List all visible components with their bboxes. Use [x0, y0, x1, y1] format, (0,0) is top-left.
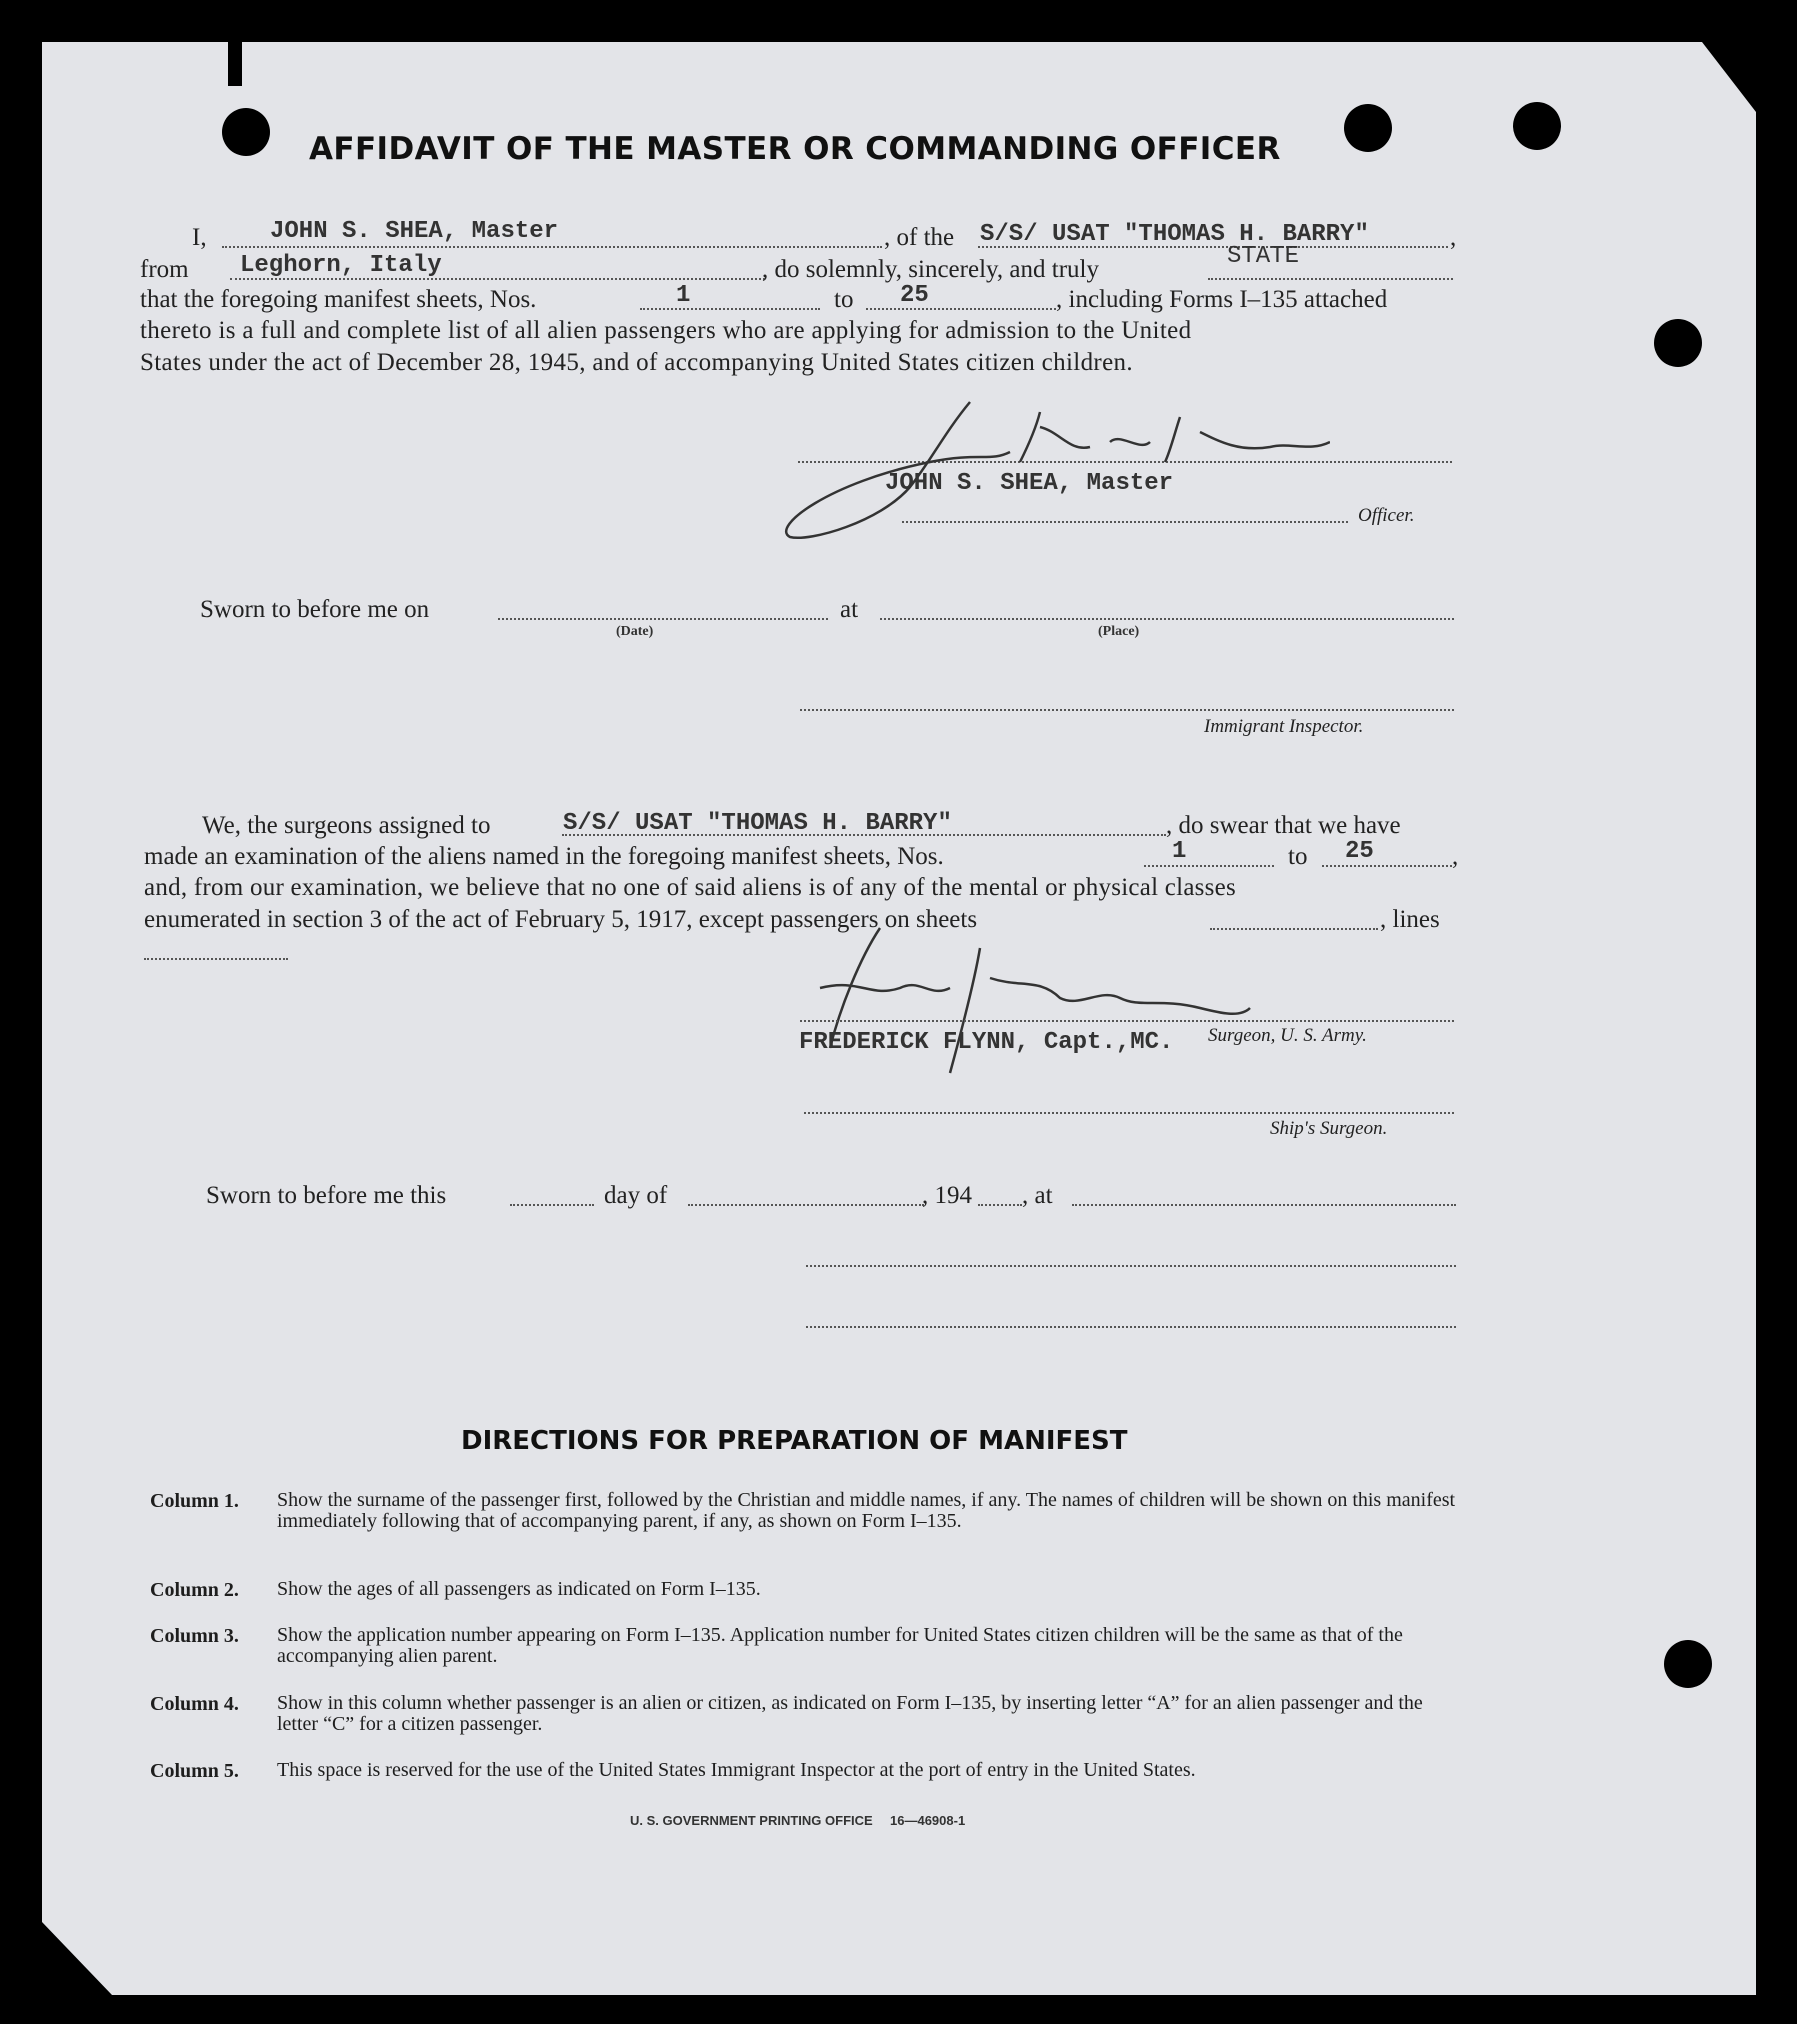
directions-title: DIRECTIONS FOR PREPARATION OF MANIFEST	[461, 1426, 1128, 1456]
direction-text: Show in this column whether passenger is an alien or citizen, as indicated on Form I–135, by inserting letter “A” for an alien passenger and the letter “C” for a citizen passenger.	[277, 1692, 1423, 1735]
port-name: Leghorn, Italy	[240, 252, 442, 279]
affidavit-text: ,	[1450, 224, 1457, 251]
sworn2-month-field	[688, 1204, 924, 1206]
sworn2-text: , 194	[922, 1182, 972, 1209]
affidavit-text: from	[140, 256, 189, 283]
direction-text: Show the application number appearing on Form I–135. Application number for United States citizen children will be the same as that of the accompanying alien parent.	[277, 1624, 1403, 1667]
lines-field	[144, 958, 288, 960]
punch-hole	[1513, 102, 1561, 150]
punch-hole	[222, 108, 270, 156]
sworn2-place-field	[1072, 1204, 1456, 1206]
sworn2-signature-line	[806, 1265, 1456, 1267]
affidavit-text: I,	[192, 224, 207, 251]
state-word: STATE	[1227, 243, 1300, 270]
surgeons-text: enumerated in section 3 of the act of February 5, 1917, except passengers on sheets	[144, 906, 978, 933]
ships-surgeon-label: Ship's Surgeon.	[1270, 1118, 1388, 1139]
sworn-place-field	[880, 618, 1454, 620]
nos-to: 25	[900, 282, 929, 309]
ship-name: S/S/ USAT "THOMAS H. BARRY"	[980, 221, 1369, 248]
sworn2-text: Sworn to before me this	[206, 1182, 447, 1209]
affidavit-text: to	[834, 286, 854, 313]
affidavit-text: States under the act of December 28, 1945, and of accompanying United States citizen children.	[140, 349, 1133, 376]
master-name: JOHN S. SHEA, Master	[270, 218, 559, 245]
sworn2-text: day of	[604, 1182, 668, 1209]
sworn-text: at	[840, 596, 859, 623]
nos-from: 1	[676, 282, 691, 309]
direction-label: Column 2.	[150, 1579, 239, 1601]
direction-label: Column 3.	[150, 1625, 239, 1647]
surgeons-text: , do swear that we have	[1166, 812, 1401, 839]
sworn-date-field	[498, 618, 828, 620]
sworn2-text: , at	[1022, 1182, 1053, 1209]
sworn2-title-line	[806, 1326, 1456, 1328]
nos-from-field	[640, 308, 820, 310]
direction-label: Column 1.	[150, 1490, 239, 1512]
printer-credit: U. S. GOVERNMENT PRINTING OFFICE	[630, 1813, 873, 1828]
sworn-text: Sworn to before me on	[200, 596, 430, 623]
affidavit-text: , of the	[884, 224, 955, 251]
surgeon-signature-line	[800, 1020, 1454, 1022]
direction-text: Show the surname of the passenger first, followed by the Christian and middle names, if any. The names of children will be shown on this manifest immediately following that of accompanying parent, if any, as shown on Form I–135.	[277, 1489, 1456, 1532]
staple-mark	[228, 42, 242, 86]
surgeons-text: , lines	[1380, 906, 1440, 933]
surgeons-ship-name: S/S/ USAT "THOMAS H. BARRY"	[563, 810, 952, 837]
punch-hole	[1654, 319, 1702, 367]
direction-label: Column 5.	[150, 1760, 239, 1782]
surgeons-text: We, the surgeons assigned to	[202, 812, 491, 839]
inspector-signature-line	[800, 709, 1454, 711]
surgeons-text: made an examination of the aliens named in the foregoing manifest sheets, Nos.	[144, 843, 944, 870]
direction-text: This space is reserved for the use of the United States Immigrant Inspector at the port of entry in the United States.	[277, 1759, 1196, 1781]
officer-line	[902, 521, 1348, 523]
form-number: 16—46908-1	[890, 1813, 966, 1828]
surgeons-text: ,	[1452, 843, 1459, 870]
affidavit-text: that the foregoing manifest sheets, Nos.	[140, 286, 537, 313]
place-label: (Place)	[1098, 624, 1140, 639]
inspector-label: Immigrant Inspector.	[1204, 716, 1364, 737]
date-label: (Date)	[616, 624, 654, 639]
surgeons-nos-to-field	[1322, 865, 1452, 867]
punch-hole	[1664, 1640, 1712, 1688]
surgeons-text: and, from our examination, we believe that no one of said aliens is of any of the mental or physical classes	[144, 874, 1236, 901]
surgeon-label: Surgeon, U. S. Army.	[1208, 1025, 1367, 1046]
nos-to-field	[866, 308, 1056, 310]
direction-text: Show the ages of all passengers as indicated on Form I–135.	[277, 1578, 761, 1600]
affidavit-text: thereto is a full and complete list of all alien passengers who are applying for admission to the United	[140, 317, 1192, 344]
master-typed-name: JOHN S. SHEA, Master	[885, 470, 1174, 497]
officer-label: Officer.	[1358, 505, 1415, 526]
master-name-field	[222, 246, 882, 248]
direction-label: Column 4.	[150, 1693, 239, 1715]
state-field	[1208, 278, 1453, 280]
affidavit-text: , including Forms I–135 attached	[1056, 286, 1388, 313]
ships-surgeon-line	[804, 1112, 1454, 1114]
sworn2-year-field	[978, 1204, 1022, 1206]
surgeons-nos-to: 25	[1345, 838, 1374, 865]
sworn2-day-field	[510, 1204, 594, 1206]
surgeons-nos-from: 1	[1172, 838, 1187, 865]
surgeons-text: to	[1288, 843, 1308, 870]
surgeons-nos-from-field	[1144, 865, 1274, 867]
affidavit-text: , do solemnly, sincerely, and truly	[762, 256, 1099, 283]
page-title: AFFIDAVIT OF THE MASTER OR COMMANDING OFFICER	[309, 131, 1281, 167]
punch-hole	[1344, 104, 1392, 152]
surgeon-typed-name: FREDERICK FLYNN, Capt.,MC.	[799, 1029, 1174, 1056]
